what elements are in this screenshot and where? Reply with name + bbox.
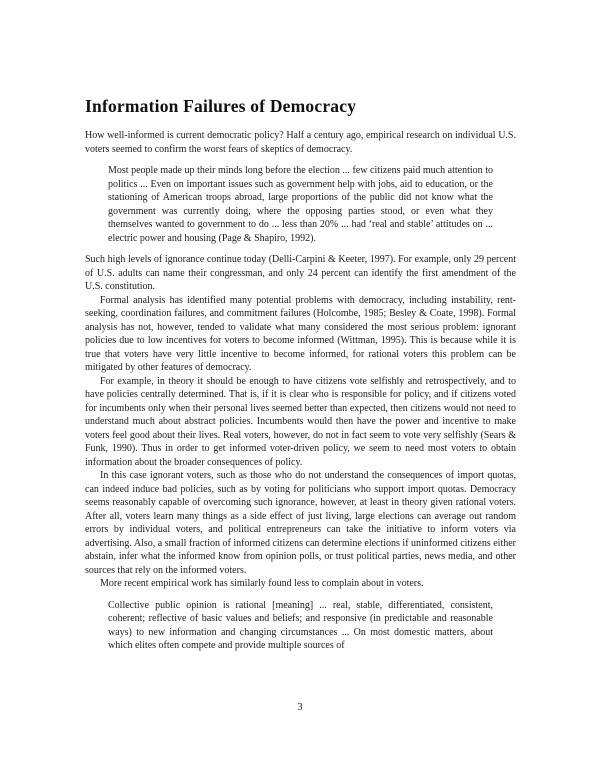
paragraph-retrospective-voting: For example, in theory it should be enough to have citizens vote selfishly and retrospectively, and to have policies centrally determined. That is, if it is clear who is responsible for policy, and if citizens voted for incumbents only when their personal lives seemed better than expected, then citizens would not need to understand much about abstract policies. Incumbents would then have the power and incentive to make voters feel good about their lives. Real voters, however, do not in fact seem to vote very selfishly (Sears & Funk, 1990). Thus in order to get informed voter-driven policy, we seem to need most voters to obtain information about the broader consequences of policy. [85,375,516,468]
paragraph-formal-analysis: Formal analysis has identified many potential problems with democracy, including instability, rent-seeking, coordination failures, and commitment failures (Holcombe, 1985; Besley & Coate, 1998). Formal analysis has not, however, tended to validate what many considered the most serious problem: ignorant policies due to low incentives for voters to become informed (Wittman, 1995). This is because while it is true that voters have very little incentive to become informed, for rational voters this problem can be mitigated by other features of democracy. [85,294,516,373]
paragraph-ignorance-levels: Such high levels of ignorance continue today (Delli-Carpini & Keeter, 1997). For example, only 29 percent of U.S. adults can name their congressman, and only 24 percent can identify the first amendment of the U.S. constitution. [85,254,516,292]
blockquote-page-shapiro: Most people made up their minds long before the election ... few citizens paid much attention to politics ... Even on important issues such as government help with jobs, aid to education, or the stationing of American troops abroad, large proportions of the public did not know what the government was currently doing, where the opposing parties stood, or even what they themselves wanted to government to do ... less than 20% ... had ‘real and stable’ attitudes on ... electric power and housing (Page & Shapiro, 1992). [108,165,493,244]
page-title: Information Failures of Democracy [85,96,357,116]
page-number: 3 [297,702,303,713]
paragraph-ignorant-voters: In this case ignorant voters, such as those who do not understand the consequences of import quotas, can indeed induce bad policies, such as by voting for politicians who support import quotas. Democracy seems reasonably capable of overcoming such ignorance, however, at least in theory given rational voters. After all, voters learn many things as a side effect of just living, large elections can average out random errors by individual voters, and political entrepreneurs can take the initiative to inform voters via advertising. Also, a small fraction of informed citizens can determine elections if uninformed citizens either abstain, infer what the informed know from opinion polls, or trust political parties, news media, and other sources that rely on the informed voters. [85,470,516,576]
paragraph-recent-work: More recent empirical work has similarly found less to complain about in voters. [100,578,424,589]
blockquote-collective-opinion: Collective public opinion is rational [meaning] ... real, stable, differentiated, consistent, coherent; reflective of basic values and beliefs; and responsive (in predictable and reasonable ways) to new information and changing circumstances ... On most domestic matters, about which elites often compete and provide multiple sources of [108,599,493,651]
paragraph-intro: How well-informed is current democratic policy? Half a century ago, empirical research on individual U.S. voters seemed to confirm the worst fears of skeptics of democracy. [85,130,516,155]
